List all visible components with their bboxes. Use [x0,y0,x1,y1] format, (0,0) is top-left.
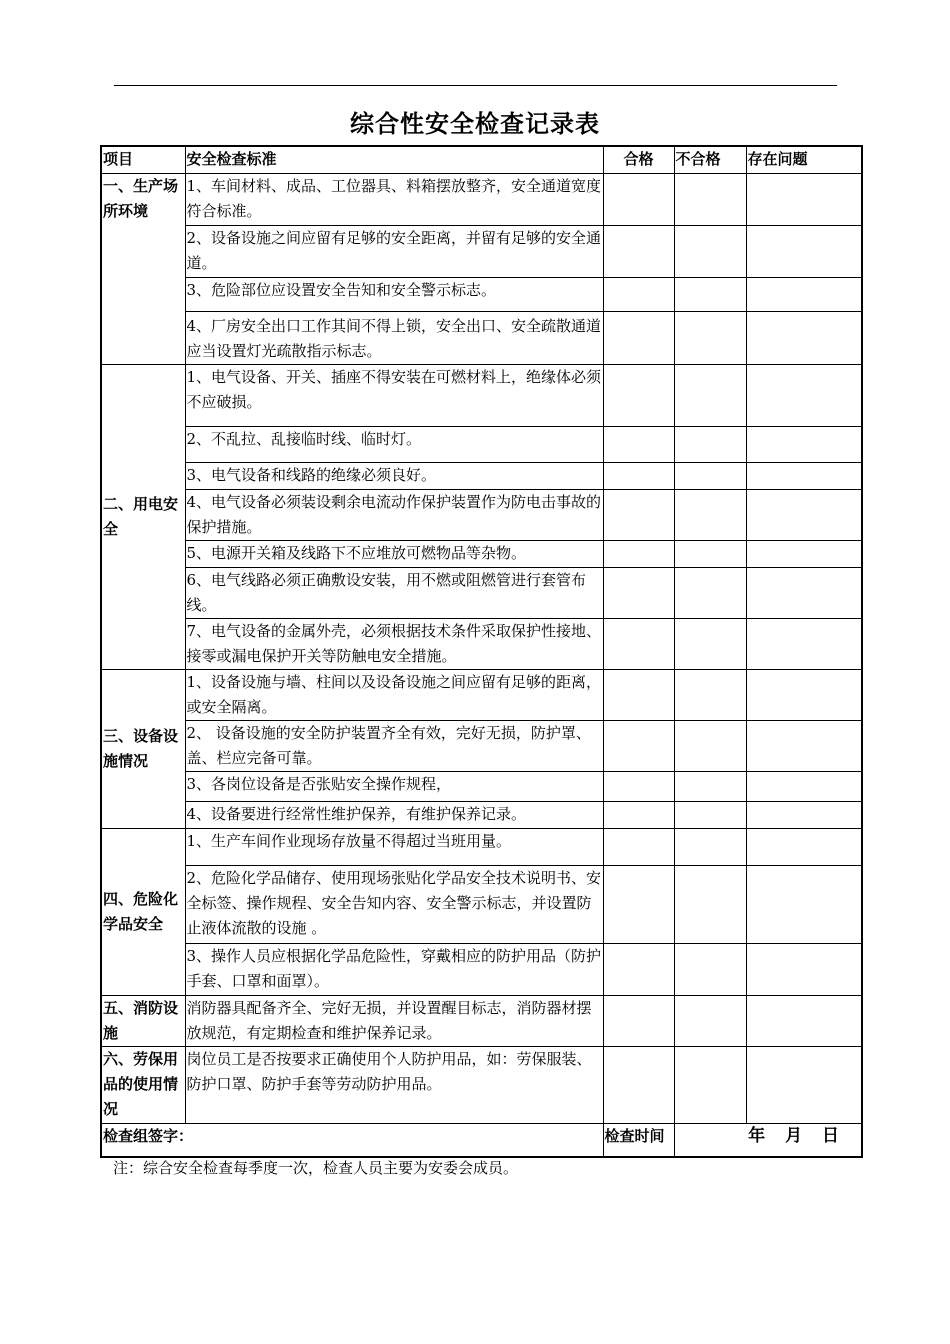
standard-text: 3、电气设备和线路的绝缘必须良好。 [185,463,603,490]
issue-cell[interactable] [746,541,862,568]
standard-text: 6、电气线路必须正确敷设安装，用不燃或阻燃管进行套管布线。 [185,568,603,619]
category-fire: 五、消防设施 [101,996,185,1047]
header-issue: 存在问题 [746,146,862,174]
standard-text: 3、各岗位设备是否张贴安全操作规程， [185,772,603,802]
signature-row [101,1124,862,1158]
pass-cell[interactable] [603,278,674,312]
table-row [101,772,862,802]
fail-cell[interactable] [674,174,746,226]
inspection-table [100,145,863,1158]
issue-cell[interactable] [746,427,862,463]
table-row [101,721,862,772]
fail-cell[interactable] [674,365,746,427]
standard-text: 2、设备设施之间应留有足够的安全距离，并留有足够的安全通道。 [185,226,603,278]
standard-text: 2、危险化学品储存、使用现场张贴化学品安全技术说明书、安全标签、操作规程、安全告知内容、安全警示标志，并设置防止液体流散的设施 。 [185,866,603,944]
header-row [101,146,862,174]
pass-cell[interactable] [603,996,674,1047]
issue-cell[interactable] [746,1047,862,1124]
fail-cell[interactable] [674,312,746,365]
table-row [101,1047,862,1124]
category-chemicals: 四、危险化学品安全 [101,829,185,996]
table-row [101,463,862,490]
fail-cell[interactable] [674,568,746,619]
category-ppe: 六、劳保用品的使用情况 [101,1047,185,1124]
table-row [101,866,862,944]
pass-cell[interactable] [603,541,674,568]
pass-cell[interactable] [603,772,674,802]
pass-cell[interactable] [603,226,674,278]
pass-cell[interactable] [603,312,674,365]
issue-cell[interactable] [746,490,862,541]
fail-cell[interactable] [674,829,746,866]
fail-cell[interactable] [674,278,746,312]
fail-cell[interactable] [674,866,746,944]
table-row [101,568,862,619]
standard-text: 2、不乱拉、乱接临时线、临时灯。 [185,427,603,463]
document-title: 综合性安全检查记录表 [350,110,600,138]
standard-text: 4、厂房安全出口工作其间不得上锁，安全出口、安全疏散通道应当设置灯光疏散指示标志。 [185,312,603,365]
header-item: 项目 [101,146,185,174]
pass-cell[interactable] [603,365,674,427]
issue-cell[interactable] [746,996,862,1047]
standard-text: 4、电气设备必须装设剩余电流动作保护装置作为防电击事故的保护措施。 [185,490,603,541]
table-row [101,996,862,1047]
standard-text: 3、危险部位应设置安全告知和安全警示标志。 [185,278,603,312]
issue-cell[interactable] [746,463,862,490]
issue-cell[interactable] [746,226,862,278]
fail-cell[interactable] [674,670,746,721]
issue-cell[interactable] [746,365,862,427]
pass-cell[interactable] [603,619,674,670]
standard-text: 消防器具配备齐全、完好无损，并设置醒目标志，消防器材摆放规范，有定期检查和维护保养记录。 [185,996,603,1047]
pass-cell[interactable] [603,721,674,772]
pass-cell[interactable] [603,866,674,944]
issue-cell[interactable] [746,568,862,619]
fail-cell[interactable] [674,490,746,541]
standard-text: 岗位员工是否按要求正确使用个人防护用品，如：劳保服装、防护口罩、防护手套等劳动防护用品。 [185,1047,603,1124]
table-row [101,490,862,541]
category-workplace: 一、生产场所环境 [101,174,185,365]
standard-text: 2、 设备设施的安全防护装置齐全有效，完好无损，防护罩、盖、栏应完备可靠。 [185,721,603,772]
pass-cell[interactable] [603,1047,674,1124]
fail-cell[interactable] [674,721,746,772]
table-row [101,670,862,721]
category-equipment: 三、设备设施情况 [101,670,185,829]
pass-cell[interactable] [603,568,674,619]
fail-cell[interactable] [674,619,746,670]
table-row [101,312,862,365]
issue-cell[interactable] [746,619,862,670]
issue-cell[interactable] [746,174,862,226]
pass-cell[interactable] [603,829,674,866]
table-row [101,619,862,670]
header-pass: 合格 [603,146,674,174]
header-fail: 不合格 [674,146,746,174]
pass-cell[interactable] [603,944,674,996]
issue-cell[interactable] [746,944,862,996]
table-row [101,541,862,568]
pass-cell[interactable] [603,670,674,721]
fail-cell[interactable] [674,772,746,802]
standard-text: 1、车间材料、成品、工位器具、料箱摆放整齐，安全通道宽度符合标准。 [185,174,603,226]
date-field[interactable]: 年 月 日 [674,1124,862,1158]
fail-cell[interactable] [674,226,746,278]
issue-cell[interactable] [746,802,862,829]
issue-cell[interactable] [746,312,862,365]
pass-cell[interactable] [603,802,674,829]
signature-label[interactable]: 检查组签字： [101,1124,603,1158]
issue-cell[interactable] [746,829,862,866]
table-row [101,944,862,996]
fail-cell[interactable] [674,427,746,463]
table-row [101,365,862,427]
issue-cell[interactable] [746,866,862,944]
standard-text: 4、设备要进行经常性维护保养，有维护保养记录。 [185,802,603,829]
footnote: 注：综合安全检查每季度一次，检查人员主要为安委会成员。 [113,1159,519,1177]
standard-text: 1、设备设施与墙、柱间以及设备设施之间应留有足够的距离，或安全隔离。 [185,670,603,721]
standard-text: 7、电气设备的金属外壳，必须根据技术条件采取保护性接地、接零或漏电保护开关等防触电安全措施。 [185,619,603,670]
time-label: 检查时间 [603,1124,674,1158]
table-row [101,174,862,226]
pass-cell[interactable] [603,490,674,541]
fail-cell[interactable] [674,463,746,490]
standard-text: 3、操作人员应根据化学品危险性，穿戴相应的防护用品（防护手套、口罩和面罩）。 [185,944,603,996]
standard-text: 1、生产车间作业现场存放量不得超过当班用量。 [185,829,603,866]
fail-cell[interactable] [674,996,746,1047]
fail-cell[interactable] [674,1047,746,1124]
table-row [101,278,862,312]
standard-text: 1、电气设备、开关、插座不得安装在可燃材料上，绝缘体必须不应破损。 [185,365,603,427]
header-rule [114,85,837,86]
table-row [101,226,862,278]
pass-cell[interactable] [603,427,674,463]
issue-cell[interactable] [746,721,862,772]
fail-cell[interactable] [674,541,746,568]
table-row [101,802,862,829]
standard-text: 5、电源开关箱及线路下不应堆放可燃物品等杂物。 [185,541,603,568]
header-standard: 安全检查标准 [185,146,603,174]
fail-cell[interactable] [674,802,746,829]
fail-cell[interactable] [674,944,746,996]
category-electrical: 二、用电安全 [101,365,185,670]
table-row [101,427,862,463]
pass-cell[interactable] [603,463,674,490]
issue-cell[interactable] [746,278,862,312]
issue-cell[interactable] [746,670,862,721]
pass-cell[interactable] [603,174,674,226]
issue-cell[interactable] [746,772,862,802]
table-row [101,829,862,866]
